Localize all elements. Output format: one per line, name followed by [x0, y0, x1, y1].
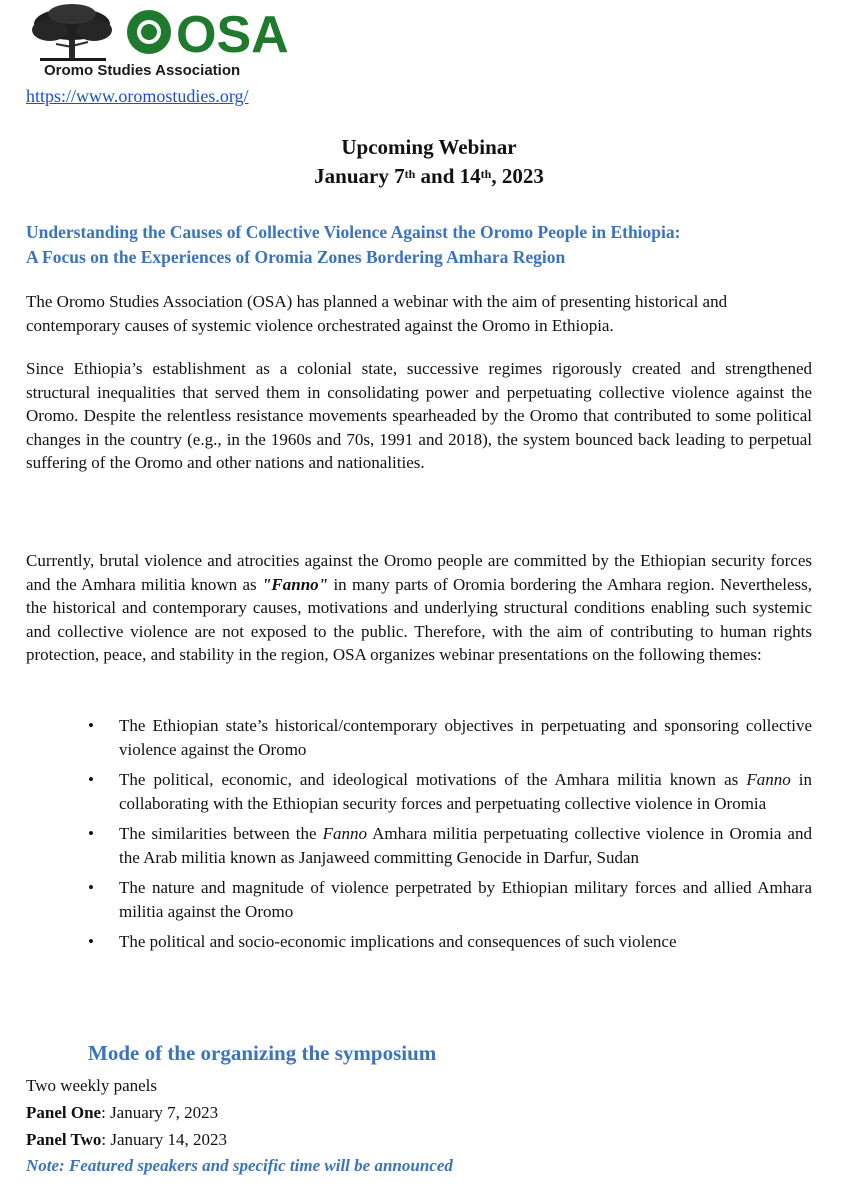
mode-section-title: Mode of the organizing the symposium	[88, 1041, 437, 1065]
bullet-icon: •	[88, 770, 94, 789]
subtitle-line-1: Understanding the Causes of Collective Violence Against the Oromo People in Ethiopia:	[26, 222, 681, 242]
intro-paragraph: The Oromo Studies Association (OSA) has planned a webinar with the aim of presenting historical and contemporary causes of systemic violence orchestrated against the Oromo in Ethiopia.	[26, 292, 728, 335]
bullet-icon: •	[88, 716, 94, 735]
list-item	[88, 930, 812, 954]
date-suffix: , 2023	[491, 164, 544, 188]
theme-text-before: The political, economic, and ideological motivations of the Amhara militia known as	[119, 770, 747, 789]
bullet-icon: •	[88, 878, 94, 897]
fanno-term: Fanno	[322, 824, 367, 843]
theme-text: The political and socio-economic implications and consequences of such violence	[119, 932, 677, 951]
list-item	[88, 822, 812, 869]
fanno-term: "Fanno"	[261, 574, 329, 594]
page-heading	[0, 133, 858, 191]
fanno-term: Fanno	[746, 770, 791, 789]
themes-list	[88, 714, 812, 961]
osa-letters-icon	[127, 10, 171, 54]
list-item	[88, 876, 812, 923]
date-prefix: January 7	[314, 164, 405, 188]
theme-text: The Ethiopian state’s historical/contemporary objectives in perpetuating and sponsoring collective violence against the Oromo	[119, 716, 812, 759]
announcement-note: Note: Featured speakers and specific time will be announced	[26, 1156, 453, 1175]
list-item	[88, 714, 812, 761]
subtitle-line-2: A Focus on the Experiences of Oromia Zones Bordering Amhara Region	[26, 247, 566, 267]
heading-dates	[0, 162, 858, 191]
p3-text-after: in many parts of Oromia bordering the Amhara region. Nevertheless, the historical and contemporary causes, motivations and underlying structural conditions enabling such systemic and collective violence are not exposed to the public. Therefore, with the aim of contributing to human rights protection, peace, and stability in the region, OSA organizes webinar presentations on the following themes:	[26, 574, 813, 664]
list-item	[88, 768, 812, 815]
date-sup-1: th	[404, 167, 416, 181]
panel-one	[26, 1101, 218, 1124]
website-link[interactable]: https://www.oromostudies.org/	[26, 86, 249, 106]
panel-two-label: Panel Two	[26, 1130, 102, 1149]
heading-title: Upcoming Webinar	[341, 135, 517, 159]
theme-text-after: Amhara militia perpetuating collective violence in Oromia and the Arab militia known as Janjaweed committing Genocide in Darfur, Sudan	[119, 824, 812, 867]
panel-one-label: Panel One	[26, 1103, 102, 1122]
bullet-icon: •	[88, 824, 94, 843]
theme-text-before: The similarities between the	[119, 824, 323, 843]
panels-label: Two weekly panels	[26, 1076, 157, 1095]
current-situation-paragraph	[26, 549, 812, 667]
bullet-icon: •	[88, 932, 94, 951]
logo-letters: OSA	[176, 6, 289, 64]
logo-caption: Oromo Studies Association	[44, 62, 241, 79]
date-sup-2: th	[480, 167, 492, 181]
theme-text-after: in collaborating with the Ethiopian security forces and perpetuating collective violence in Oromia	[119, 770, 812, 813]
theme-text: The nature and magnitude of violence perpetrated by Ethiopian military forces and allied Amhara militia against the Oromo	[119, 878, 812, 921]
tree-icon	[32, 4, 112, 61]
panel-two-date: : January 14, 2023	[101, 1130, 227, 1149]
panel-one-date: : January 7, 2023	[101, 1103, 219, 1122]
webinar-subtitle	[26, 220, 836, 270]
history-paragraph: Since Ethiopia’s establishment as a colonial state, successive regimes rigorously created and strengthened structural inequalities that served them in consolidating power and perpetuating collective violence against the Oromo. Despite the relentless resistance movements spearheaded by the Oromo that contributed to some political changes in the country (e.g., in the 1960s and 70s, 1991 and 2018), the system bounced back leading to perpetual suffering of the Oromo and other nations and nationalities.	[26, 359, 812, 472]
p3-text-before: Currently, brutal violence and atrocities against the Oromo people are committed by the Ethiopian security forces and the Amhara militia known as	[26, 551, 812, 594]
osa-logo	[26, 2, 289, 82]
date-mid: and 14	[415, 164, 481, 188]
panel-two	[26, 1128, 227, 1151]
